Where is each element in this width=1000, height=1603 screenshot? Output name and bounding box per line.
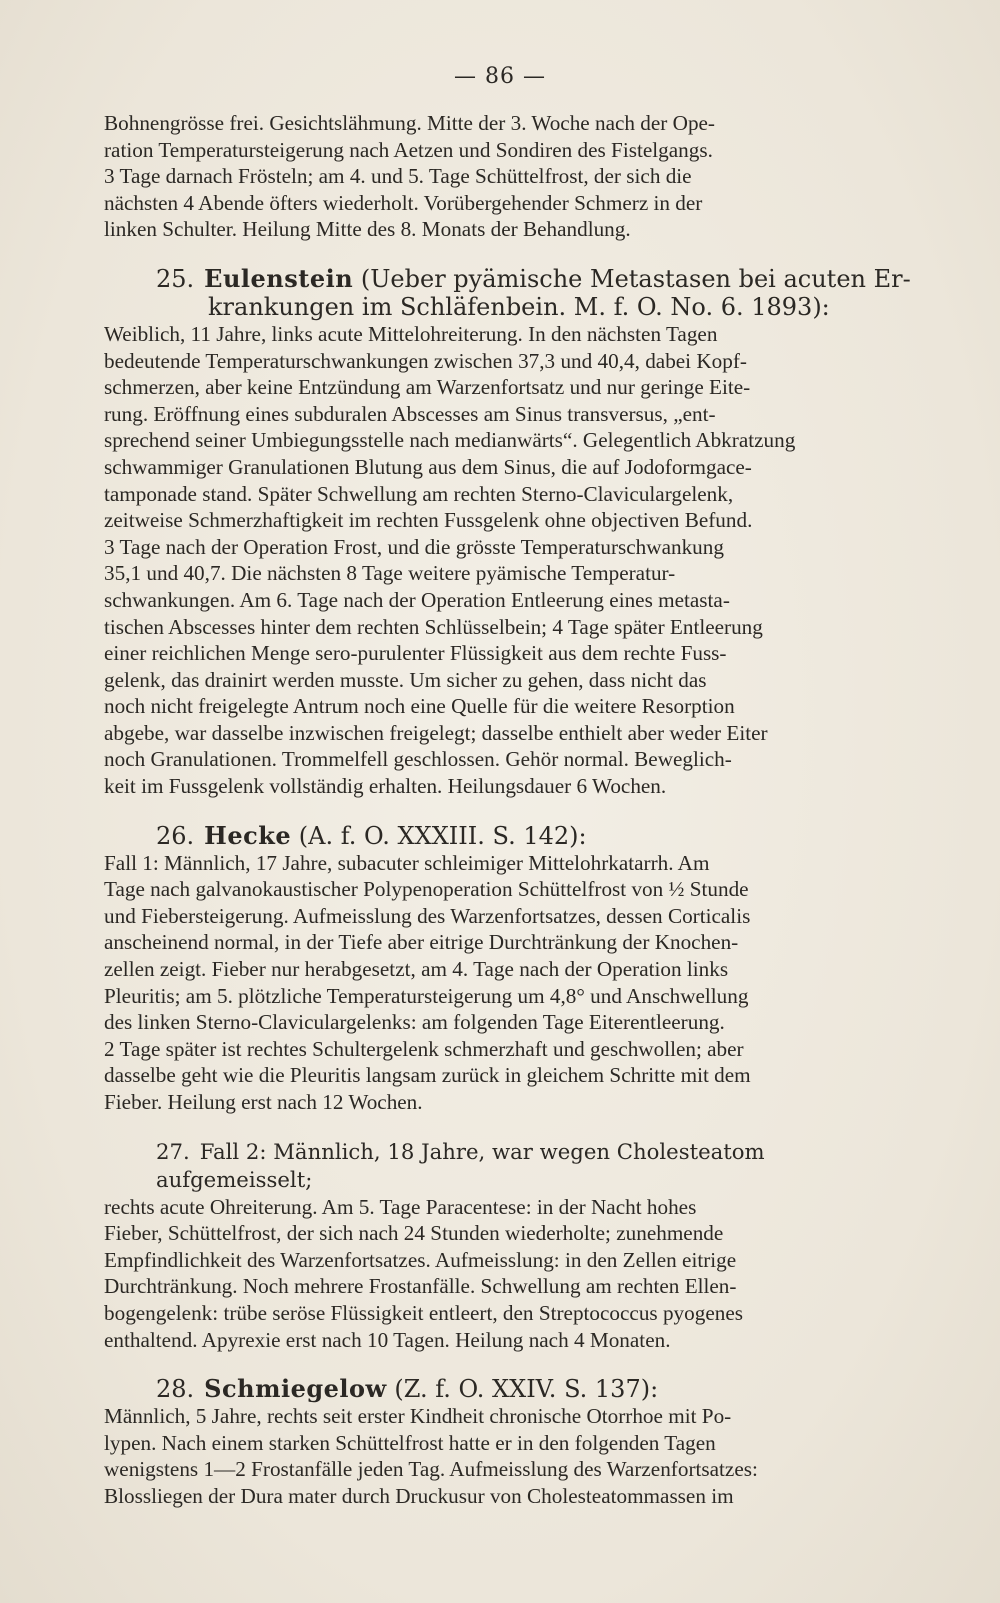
text-line: Tage nach galvanokaustischer Polypenoperation Schüttelfrost von ½ Stunde	[104, 877, 749, 902]
text-line: Fall 1: Männlich, 17 Jahre, subacuter schleimiger Mittelohrkatarrh. Am	[104, 850, 710, 875]
citation: (Ueber pyämische Metastasen bei acuten Er-	[360, 264, 911, 293]
text-line: Pleuritis; am 5. plötzliche Temperatursteigerung um 4,8° und Anschwellung	[104, 983, 749, 1008]
text-line: 35,1 und 40,7. Die nächsten 8 Tage weitere pyämische Temperatur-	[104, 561, 676, 586]
case-entry-26	[104, 822, 924, 1116]
case-entry-27	[104, 1138, 924, 1354]
entry-number: 25.	[156, 264, 195, 293]
text-line: dasselbe geht wie die Pleuritis langsam zurück in gleichem Schritte mit dem	[104, 1063, 751, 1088]
text-line: Weiblich, 11 Jahre, links acute Mittelohreiterung. In den nächsten Tagen	[104, 321, 718, 346]
citation: (A. f. O. XXXIII. S. 142):	[298, 821, 587, 850]
text-line: noch nicht freigelegte Antrum noch eine Quelle für die weitere Resorption	[104, 694, 735, 719]
text-line: nächsten 4 Abende öfters wiederholt. Vorübergehender Schmerz in der	[104, 190, 703, 215]
text-line: ration Temperatursteigerung nach Aetzen und Sondiren des Fistelgangs.	[104, 137, 713, 162]
text-line: enthaltend. Apyrexie erst nach 10 Tagen. Heilung nach 4 Monaten.	[104, 1327, 671, 1352]
text-line: tischen Abscesses hinter dem rechten Schlüsselbein; 4 Tage später Entleerung	[104, 614, 763, 639]
citation: (Z. f. O. XXIV. S. 137):	[394, 1375, 659, 1404]
entry-heading	[104, 1138, 924, 1194]
author-name: Eulenstein	[204, 263, 354, 293]
text-line: rechts acute Ohreiterung. Am 5. Tage Paracentese: in der Nacht hohes	[104, 1194, 697, 1219]
text-line: Empfindlichkeit des Warzenfortsatzes. Aufmeisslung: in den Zellen eitrige	[104, 1247, 737, 1272]
text-line: bedeutende Temperaturschwankungen zwischen 37,3 und 40,4, dabei Kopf-	[104, 348, 747, 373]
text-line: 3 Tage darnach Frösteln; am 4. und 5. Tage Schüttelfrost, der sich die	[104, 164, 692, 189]
case-entry-25	[104, 265, 924, 800]
text-line: tamponade stand. Später Schwellung am rechten Sterno-Claviculargelenk,	[104, 481, 734, 506]
entry-text	[104, 1403, 924, 1509]
page-body	[104, 110, 924, 1510]
text-line: Blossliegen der Dura mater durch Druckusur von Cholesteatommassen im	[104, 1483, 734, 1508]
text-line: Durchtränkung. Noch mehrere Frostanfälle. Schwellung am rechten Ellen-	[104, 1274, 737, 1299]
text-line: Bohnengrösse frei. Gesichtslähmung. Mitte der 3. Woche nach der Ope-	[104, 111, 715, 135]
entry-number: 28.	[156, 1375, 195, 1404]
entry-heading	[104, 822, 924, 850]
text-line: Männlich, 5 Jahre, rechts seit erster Kindheit chronische Otorrhoe mit Po-	[104, 1404, 732, 1429]
entry-text	[104, 321, 924, 800]
entry-number: 26.	[156, 821, 195, 850]
text-line: anscheinend normal, in der Tiefe aber eitrige Durchtränkung der Knochen-	[104, 930, 739, 955]
text-line: Fieber. Heilung erst nach 12 Wochen.	[104, 1090, 423, 1114]
text-line: 2 Tage später ist rechtes Schultergelenk schmerzhaft und geschwollen; aber	[104, 1036, 744, 1061]
case-entry-28	[104, 1375, 924, 1509]
citation-continued: krankungen im Schläfenbein. M. f. O. No. 6. 1893):	[208, 292, 830, 321]
text-line: sprechend seiner Umbiegungsstelle nach medianwärts“. Gelegentlich Abkratzung	[104, 428, 796, 453]
text-line: schwankungen. Am 6. Tage nach der Operation Entleerung eines metasta-	[104, 587, 730, 612]
text-line: schmerzen, aber keine Entzündung am Warzenfortsatz und nur geringe Eite-	[104, 375, 751, 400]
text-line: und Fiebersteigerung. Aufmeisslung des Warzenfortsatzes, dessen Corticalis	[104, 903, 751, 928]
entry-text	[104, 1194, 924, 1354]
case-intro: Fall 2: Männlich, 18 Jahre, war wegen Cholesteatom aufgemeisselt;	[156, 1138, 765, 1192]
page-number: — 86 —	[454, 64, 546, 89]
text-line: des linken Sterno-Claviculargelenks: am folgenden Tage Eiterentleerung.	[104, 1010, 725, 1035]
text-line: wenigstens 1—2 Frostanfälle jeden Tag. Aufmeisslung des Warzenfortsatzes:	[104, 1457, 758, 1482]
text-line: 3 Tage nach der Operation Frost, und die grösste Temperaturschwankung	[104, 534, 724, 559]
text-line: keit im Fussgelenk vollständig erhalten. Heilungsdauer 6 Wochen.	[104, 774, 667, 799]
text-line: gelenk, das drainirt werden musste. Um sicher zu gehen, dass nicht das	[104, 667, 707, 692]
intro-paragraph	[104, 110, 924, 243]
text-line: rung. Eröffnung eines subduralen Abscesses am Sinus transversus, „ent-	[104, 401, 716, 426]
entry-heading	[104, 1375, 924, 1403]
author-name: Hecke	[204, 820, 292, 850]
text-line: Fieber, Schüttelfrost, der sich nach 24 Stunden wiederholte; zunehmende	[104, 1221, 724, 1246]
entry-heading	[104, 265, 924, 293]
text-line: noch Granulationen. Trommelfell geschlossen. Gehör normal. Beweglich-	[104, 747, 732, 772]
text-line: abgebe, war dasselbe inzwischen freigelegt; dasselbe enthielt aber weder Eiter	[104, 720, 768, 745]
entry-number: 27.	[156, 1138, 190, 1164]
text-line: bogengelenk: trübe seröse Flüssigkeit entleert, den Streptococcus pyogenes	[104, 1300, 743, 1325]
text-line: linken Schulter. Heilung Mitte des 8. Monats der Behandlung.	[104, 217, 631, 242]
text-line: zeitweise Schmerzhaftigkeit im rechten Fussgelenk ohne objectiven Befund.	[104, 508, 753, 533]
text-line: einer reichlichen Menge sero-purulenter Flüssigkeit aus dem rechte Fuss-	[104, 641, 727, 666]
entry-text	[104, 850, 924, 1116]
text-line: schwammiger Granulationen Blutung aus dem Sinus, die auf Jodoformgace-	[104, 454, 752, 479]
text-line: zellen zeigt. Fieber nur herabgesetzt, am 4. Tage nach der Operation links	[104, 957, 729, 982]
author-name: Schmiegelow	[204, 1374, 387, 1404]
text-line: lypen. Nach einem starken Schüttelfrost hatte er in den folgenden Tagen	[104, 1430, 716, 1455]
